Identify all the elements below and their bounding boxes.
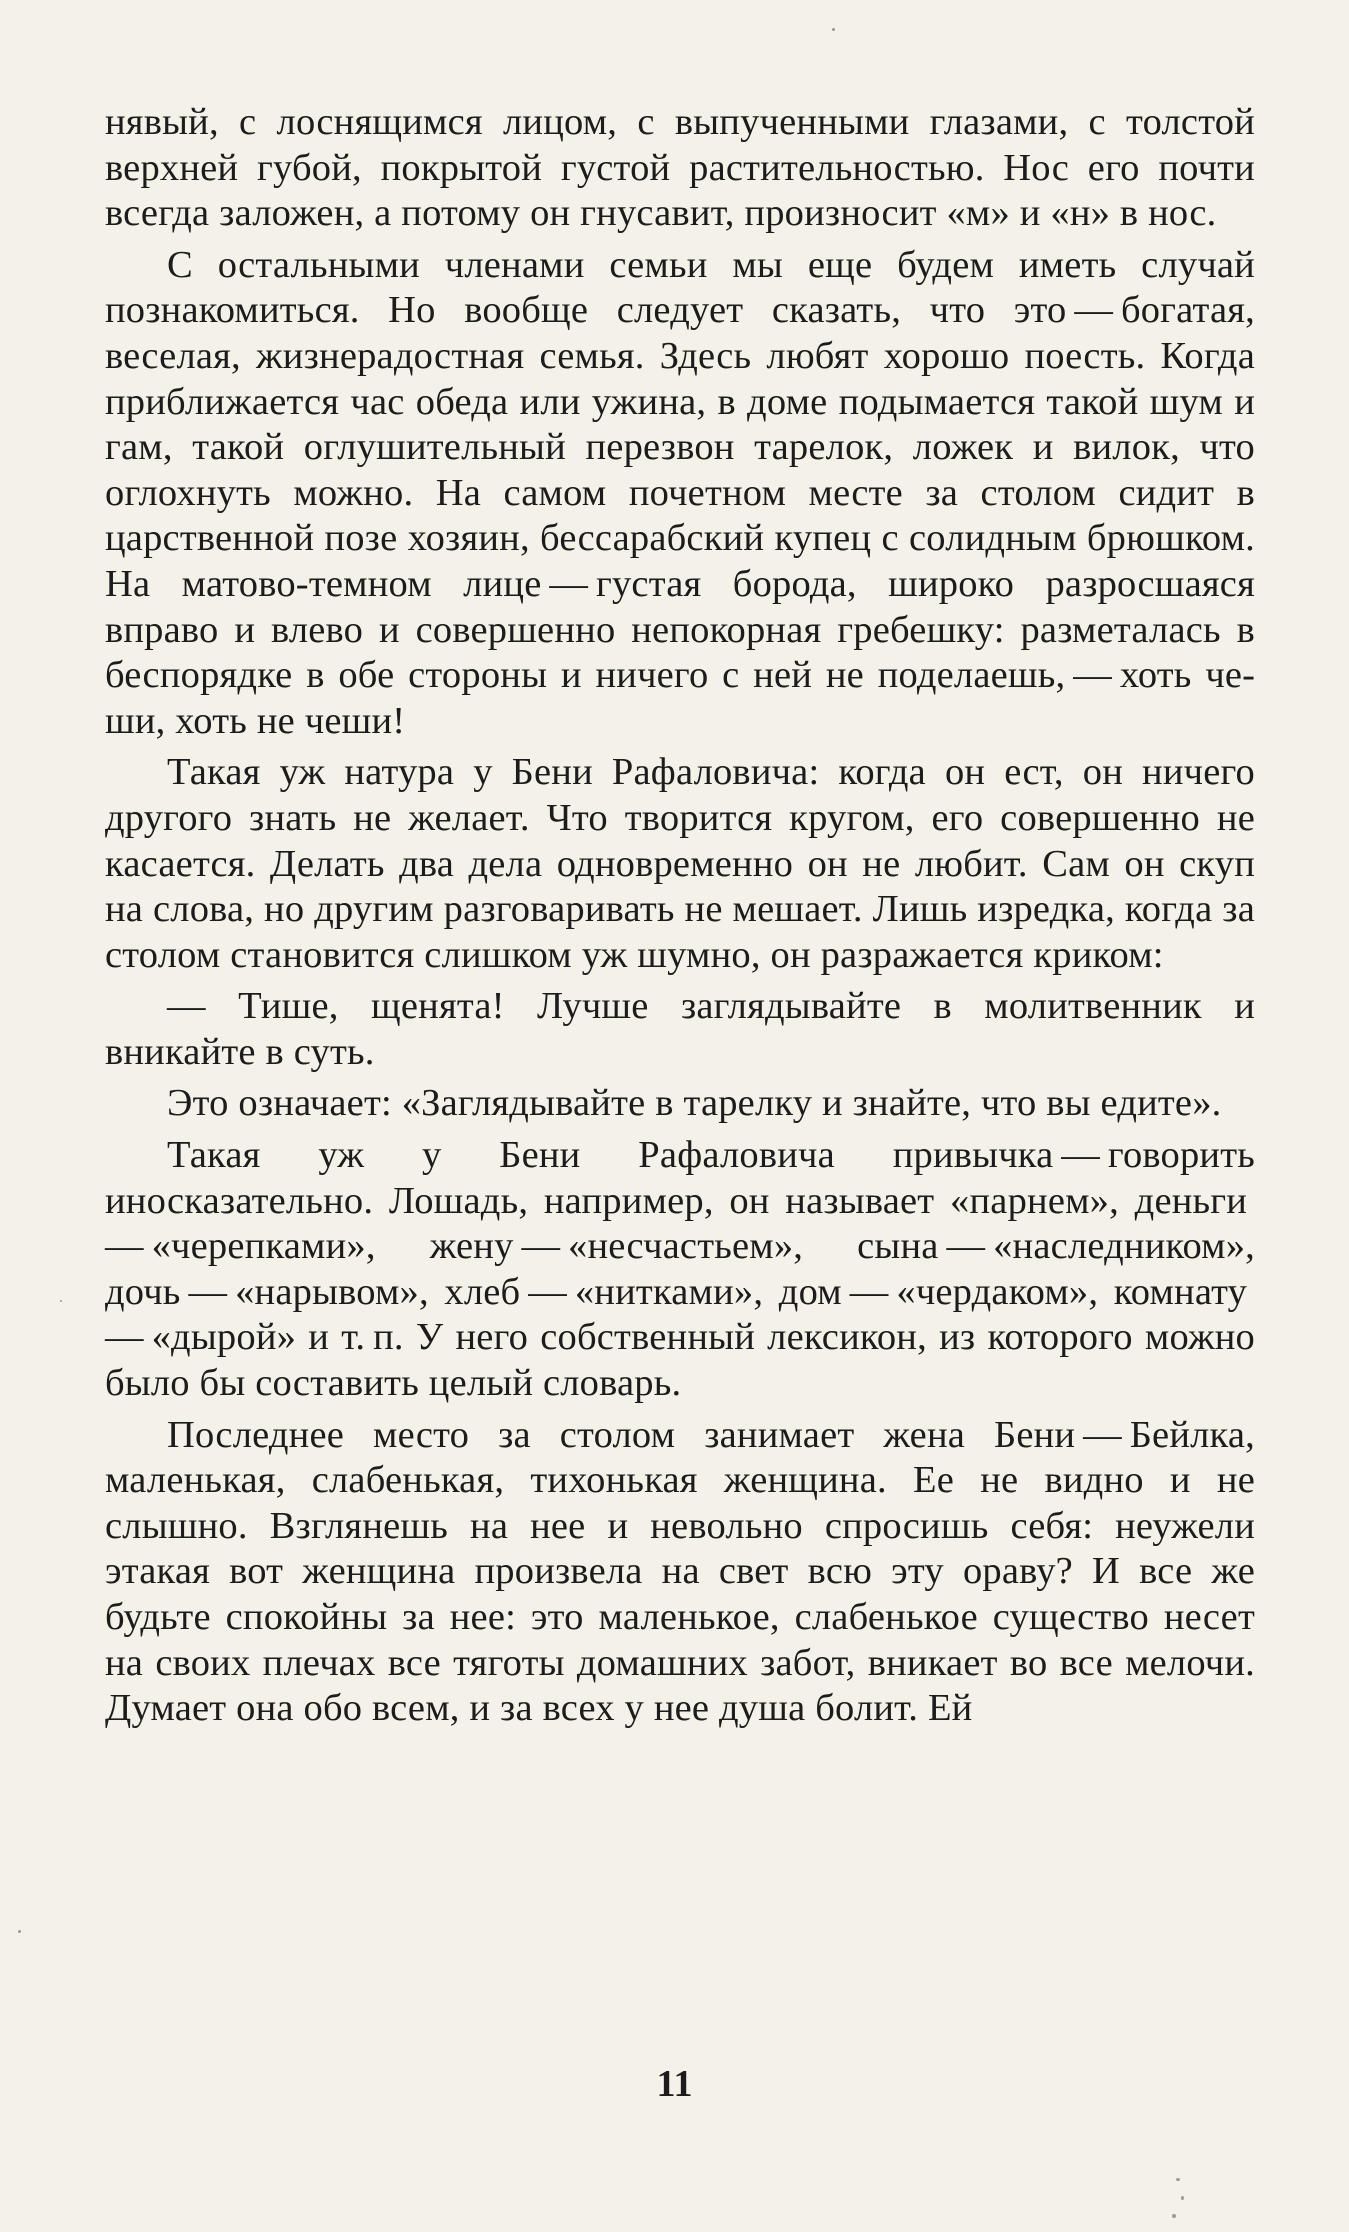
scan-speckle <box>1172 2214 1176 2218</box>
page-body <box>105 100 1255 1738</box>
paragraph-7: Последнее место за столом занимает жена Бени — Бейлка, маленькая, слабенькая, тихонькая женщина. Ее не видно и не слышно. Взглянешь на нее и невольно спросишь себя: неужели этакая вот женщина произвела на свет всю эту ораву? И все же будьте спокойны за нее: это маленькое, слабенькое существо несет на своих плечах все тяготы домашних забот, вникает во все мелочи. Думает она обо всем, и за всех у нее душа болит. Ей <box>105 1413 1255 1730</box>
scan-speckle <box>18 1930 21 1933</box>
scan-speckle <box>1176 2178 1180 2181</box>
scan-speckle <box>1181 2196 1184 2200</box>
page-number: 11 <box>656 2063 693 2105</box>
paragraph-5: Это означает: «Заглядывайте в тарелку и знайте, что вы едите». <box>167 1082 1222 1125</box>
paragraph-1: нявый, с лоснящимся лицом, с выпученными глазами, с толстой верхней губой, покрытой густой растительностью. Нос его почти всегда заложен, а потому он гнусавит, произносит «м» и «н» в нос. <box>105 101 1255 235</box>
paragraph-3: Такая уж натура у Бени Рафаловича: когда он ест, он ничего другого знать не желает. Что творится кругом, его совершенно не касается. Делать два дела одновременно он не любит. Сам он скуп на слова, но другим разговаривать не мешает. Лишь изредка, когда за столом становится слишком уж шумно, он разражается криком: <box>105 751 1255 976</box>
scan-speckle <box>832 28 835 31</box>
paragraph-2: С остальными членами семьи мы еще будем иметь случай познакомиться. Но вообще следует сказать, что это — богатая, веселая, жизнерадостная семья. Здесь любят хорошо поесть. Когда приближается час обеда или ужина, в доме подымается такой шум и гам, такой оглушительный перезвон тарелок, ложек и вилок, что оглохнуть можно. На самом почетном месте за столом сидит в царственной позе хозяин, бессарабский купец с солидным брюшком. На матово-темном лице — густая борода, широко разросшаяся вправо и влево и совершенно непокорная гребешку: разметалась в беспорядке в обе стороны и ничего с ней не поделаешь, — хоть чеши, хоть не чеши! <box>105 243 1255 742</box>
scan-speckle <box>60 1300 62 1302</box>
paragraph-6: Такая уж у Бени Рафаловича привычка — говорить иносказательно. Лошадь, например, он называет «парнем», деньги — «черепками», жену — «несчастьем», сына — «наследником», дочь — «нарывом», хлеб — «нитками», дом — «чердаком», комнату — «дырой» и т. п. У него собственный лексикон, из которого можно было бы составить целый словарь. <box>105 1134 1255 1405</box>
paragraph-4-dialogue: — Тише, щенята! Лучше заглядывайте в молитвенник и вникайте в суть. <box>105 985 1255 1073</box>
